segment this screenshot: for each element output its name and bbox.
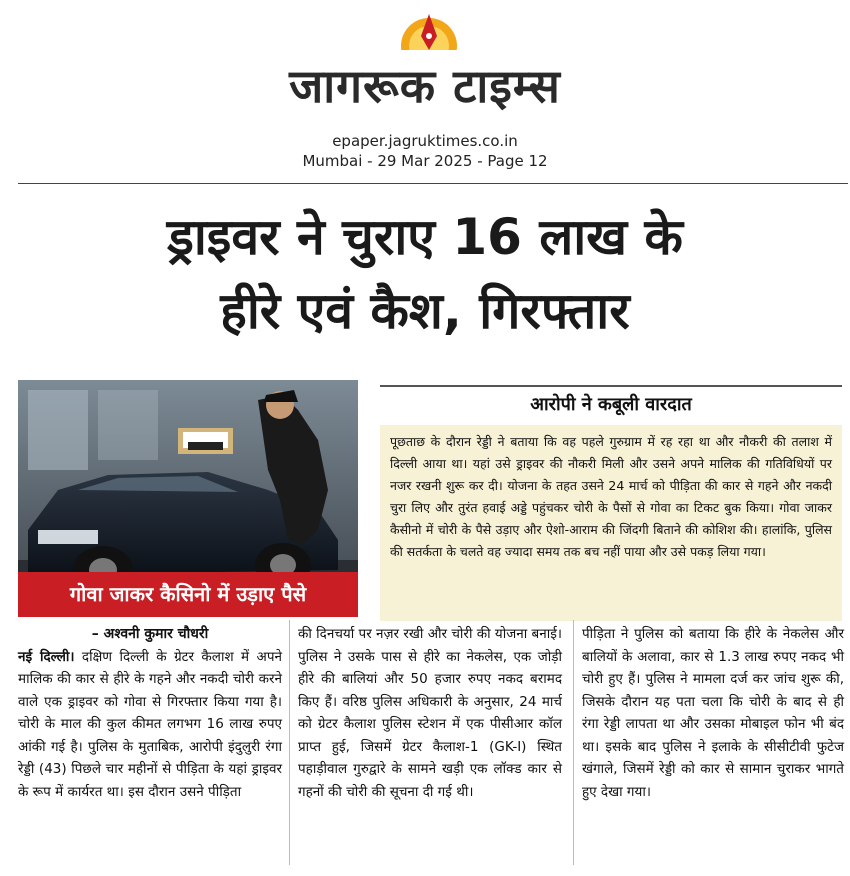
masthead xyxy=(0,0,850,180)
headline xyxy=(20,200,830,348)
dateline: नई दिल्ली। xyxy=(18,648,75,665)
photo-caption: गोवा जाकर कैसिनो में उड़ाए पैसे xyxy=(18,572,358,617)
logo-wordmark: जागरूक टाइम्स xyxy=(289,59,561,113)
column-divider xyxy=(573,620,574,865)
column-3-text: पीड़िता ने पुलिस को बताया कि हीरे के नेकलेस और बालियों के अलावा, कार से 1.3 लाख रुपए नकद भी चोरी हुए हैं। पुलिस ने मामला दर्ज कर जांच शुरू की, जिसके दौरान यह पता चला कि चोरी के बाद से ही रंगा रेड्डी लापता था और उसका मोबाइल फोन भी बंद था। इसके बाद पुलिस ने इलाके के सीसीटीवी फुटेज खंगाले, जिसमें रेड्डी को कार से सामान चुराकर भागते हुए देखा गया। xyxy=(582,626,844,800)
byline: – अश्वनी कुमार चौधरी xyxy=(91,626,209,642)
column-2-text: की दिनचर्या पर नज़र रखी और चोरी की योजना बनाई। पुलिस ने उसके पास से हीरे का नेकलेस, एक जोड़ी हीरे की बालियां और 50 हजार रुपए नकद बरामद किए हैं। वरिष्ठ पुलिस अधिकारी के अनुसार, 24 मार्च को ग्रेटर कैलाश पुलिस स्टेशन में एक पीसीआर कॉल प्राप्त हुई, जिसमें ग्रेटर कैलाश-1 (GK-I) स्थित पहाड़ीवाल गुरुद्वारे के सामने खड़ी एक लॉक्ड कार से गहनों की चोरी की सूचना दी गई थी। xyxy=(298,626,562,800)
masthead-divider xyxy=(18,183,848,184)
headline-line-1: ड्राइवर ने चुराए 16 लाख के xyxy=(167,208,683,266)
sidebar-text: पूछताछ के दौरान रेड्डी ने बताया कि वह पहले गुरुग्राम में रह रहा था और नौकरी की तलाश में दिल्ली आया था। यहां उसे ड्राइवर की नौकरी मिली और उसने अपने मालिक की गतिविधियों पर नजर रखनी शुरू कर दी। योजना के तहत उसने 24 मार्च को पीड़िता की कार से गहने और नकदी चुरा लिए और तुरंत हवाई अड्डे पहुंचकर चोरी के पैसों से गोवा का टिकट बुक किया। गोवा जाकर कैसीनो में चोरी के पैसे उड़ाए और ऐशो-आराम की जिंदगी बिताने की कोशिश की। हालांकि, पुलिस की सतर्कता के चलते वह ज्यादा समय तक बच नहीं पाया और उसे पकड़ लिया गया। xyxy=(390,434,832,559)
sidebar-title: आरोपी ने कबूली वारदात xyxy=(380,385,842,423)
column-1-text: दक्षिण दिल्ली के ग्रेटर कैलाश में अपने मालिक की कार से हीरे के गहने और नकदी चोरी करने वाले एक ड्राइवर को गोवा से गिरफ्तार किया गया है। चोरी के माल की कुल कीमत लगभग 16 लाख रुपए आंकी गई है। पुलिस के मुताबिक, आरोपी इंदुलुरी रंगा रेड्डी (43) पिछले चार महीनों से पीड़िता के यहां ड्राइवर के रूप में कार्यरत था। इस दौरान उसने पीड़िता xyxy=(18,648,283,800)
logo xyxy=(225,6,625,118)
epaper-url[interactable]: epaper.jagruktimes.co.in xyxy=(332,132,518,150)
article-column-2 xyxy=(298,623,562,803)
column-divider xyxy=(289,620,290,865)
article-column-3 xyxy=(582,623,844,803)
sidebar-box xyxy=(380,425,842,621)
edition-line: Mumbai - 29 Mar 2025 - Page 12 xyxy=(302,152,548,170)
article-column-1 xyxy=(18,623,282,803)
headline-line-2: हीरे एवं कैश, गिरफ्तार xyxy=(220,282,630,340)
